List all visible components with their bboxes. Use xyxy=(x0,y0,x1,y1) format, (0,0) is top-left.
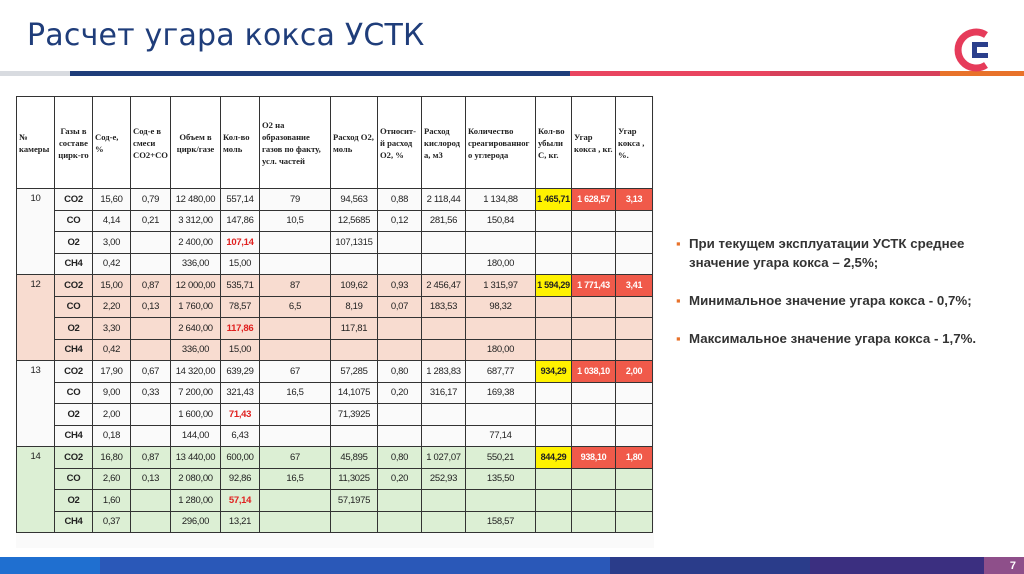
table-cell xyxy=(422,253,466,275)
table-cell: 57,1975 xyxy=(331,490,378,512)
table-cell: O2 xyxy=(55,490,93,512)
table-cell: 2 118,44 xyxy=(422,189,466,211)
table-cell xyxy=(422,425,466,447)
table-cell xyxy=(536,468,572,490)
table-cell: CO2 xyxy=(55,447,93,469)
table-cell: 1 038,10 xyxy=(572,361,616,383)
table-cell xyxy=(616,490,653,512)
table-cell xyxy=(572,468,616,490)
table-cell: 13,21 xyxy=(221,511,260,533)
table-cell: 78,57 xyxy=(221,296,260,318)
table-cell: 0,42 xyxy=(93,253,131,275)
table-cell: 0,13 xyxy=(131,468,171,490)
table-cell: 0,88 xyxy=(378,189,422,211)
table-cell: 0,80 xyxy=(378,447,422,469)
column-header: Расход O2, моль xyxy=(331,97,378,189)
table-row xyxy=(17,339,653,361)
table-cell: 17,90 xyxy=(93,361,131,383)
table-row xyxy=(17,404,653,426)
table-cell: 1 280,00 xyxy=(171,490,221,512)
table-cell: 3,41 xyxy=(616,275,653,297)
table-cell: CO2 xyxy=(55,189,93,211)
table-cell: 15,00 xyxy=(221,339,260,361)
table-cell xyxy=(331,253,378,275)
table-cell: 6,5 xyxy=(260,296,331,318)
bullet-item xyxy=(676,291,1024,310)
table-cell: 0,13 xyxy=(131,296,171,318)
table-cell xyxy=(260,511,331,533)
table-cell: 0,80 xyxy=(378,361,422,383)
table-cell xyxy=(131,318,171,340)
table-cell: 600,00 xyxy=(221,447,260,469)
table-cell: 135,50 xyxy=(466,468,536,490)
table-cell: 6,43 xyxy=(221,425,260,447)
bullet-text: Максимальное значение угара кокса - 1,7%. xyxy=(689,331,977,346)
column-header: Сод-е в смеси CO2+CO xyxy=(131,97,171,189)
table-cell: 71,3925 xyxy=(331,404,378,426)
table-cell xyxy=(131,511,171,533)
table-cell: O2 xyxy=(55,318,93,340)
table-cell xyxy=(536,511,572,533)
table-header-row xyxy=(17,97,653,189)
table-cell: 9,00 xyxy=(93,382,131,404)
table-cell: 79 xyxy=(260,189,331,211)
table-cell xyxy=(572,425,616,447)
table-cell xyxy=(422,490,466,512)
table-row xyxy=(17,296,653,318)
table-cell: 0,42 xyxy=(93,339,131,361)
table-cell xyxy=(572,404,616,426)
table-cell: 180,00 xyxy=(466,253,536,275)
table-cell: O2 xyxy=(55,232,93,254)
table-cell xyxy=(616,511,653,533)
table-cell: 1 771,43 xyxy=(572,275,616,297)
coke-burn-table xyxy=(16,96,654,548)
table-cell: 1 465,71 xyxy=(536,189,572,211)
table-cell xyxy=(260,232,331,254)
table-cell: 550,21 xyxy=(466,447,536,469)
table-cell: 0,93 xyxy=(378,275,422,297)
table-cell xyxy=(260,425,331,447)
table-cell: 13 440,00 xyxy=(171,447,221,469)
table-cell xyxy=(260,339,331,361)
table-row xyxy=(17,232,653,254)
table-cell: CH4 xyxy=(55,253,93,275)
table-row xyxy=(17,361,653,383)
table-cell: 938,10 xyxy=(572,447,616,469)
table-cell: 109,62 xyxy=(331,275,378,297)
table-cell: 16,5 xyxy=(260,468,331,490)
table-cell xyxy=(536,425,572,447)
table-cell: 16,80 xyxy=(93,447,131,469)
table-row xyxy=(17,468,653,490)
table-cell xyxy=(378,339,422,361)
table-cell: 557,14 xyxy=(221,189,260,211)
table-cell: 0,18 xyxy=(93,425,131,447)
table-cell: 2,00 xyxy=(616,361,653,383)
table-cell: 252,93 xyxy=(422,468,466,490)
table-cell xyxy=(378,253,422,275)
table-cell: CO xyxy=(55,210,93,232)
bullet-text: При текущем эксплуатации УСТК среднее значение угара кокса – 2,5%; xyxy=(689,236,965,270)
table-cell: 0,87 xyxy=(131,275,171,297)
table-cell: CH4 xyxy=(55,425,93,447)
table-cell xyxy=(131,339,171,361)
table-cell: CH4 xyxy=(55,339,93,361)
table-cell: 45,895 xyxy=(331,447,378,469)
table-cell xyxy=(536,210,572,232)
table-cell xyxy=(131,232,171,254)
table-cell: 844,29 xyxy=(536,447,572,469)
table-cell: 87 xyxy=(260,275,331,297)
table-cell: 158,57 xyxy=(466,511,536,533)
chamber-cell: 12 xyxy=(17,275,55,361)
table-cell: 10,5 xyxy=(260,210,331,232)
table-cell: 12 000,00 xyxy=(171,275,221,297)
table-cell xyxy=(572,511,616,533)
table-cell: CH4 xyxy=(55,511,93,533)
table-cell xyxy=(572,382,616,404)
bullet-item xyxy=(676,234,1024,272)
column-header: Газы в составе цирк-го xyxy=(55,97,93,189)
table-cell: 3,00 xyxy=(93,232,131,254)
table-cell: 934,29 xyxy=(536,361,572,383)
table-cell xyxy=(536,318,572,340)
table-cell: 8,19 xyxy=(331,296,378,318)
column-header: Угар кокса , %. xyxy=(616,97,653,189)
table-cell xyxy=(422,404,466,426)
table-cell: 321,43 xyxy=(221,382,260,404)
table-cell xyxy=(378,232,422,254)
chamber-cell: 13 xyxy=(17,361,55,447)
table-cell xyxy=(378,425,422,447)
table-cell xyxy=(536,253,572,275)
table-cell: 2 640,00 xyxy=(171,318,221,340)
table-cell: 1 600,00 xyxy=(171,404,221,426)
table-cell: 3 312,00 xyxy=(171,210,221,232)
table-cell: 16,5 xyxy=(260,382,331,404)
table-cell xyxy=(572,339,616,361)
table-cell: 2 400,00 xyxy=(171,232,221,254)
table-cell: 15,60 xyxy=(93,189,131,211)
table-cell xyxy=(131,425,171,447)
table-cell: 1 283,83 xyxy=(422,361,466,383)
table-cell: 1 315,97 xyxy=(466,275,536,297)
table-row xyxy=(17,210,653,232)
table-cell xyxy=(260,490,331,512)
table-cell xyxy=(466,318,536,340)
table-cell: 0,21 xyxy=(131,210,171,232)
table-cell xyxy=(331,339,378,361)
table-row xyxy=(17,189,653,211)
chamber-cell: 10 xyxy=(17,189,55,275)
table-cell xyxy=(616,468,653,490)
table-cell xyxy=(616,296,653,318)
table-cell xyxy=(422,318,466,340)
bullet-text: Минимальное значение угара кокса - 0,7%; xyxy=(689,293,972,308)
table-cell: 98,32 xyxy=(466,296,536,318)
table-cell: 2,20 xyxy=(93,296,131,318)
column-header: № камеры xyxy=(17,97,55,189)
table-cell xyxy=(260,318,331,340)
table-cell: 316,17 xyxy=(422,382,466,404)
table-cell: 3,30 xyxy=(93,318,131,340)
table-cell: 169,38 xyxy=(466,382,536,404)
table-cell: 687,77 xyxy=(466,361,536,383)
table-row xyxy=(17,447,653,469)
table-cell: 67 xyxy=(260,361,331,383)
column-header: Расход кислород а, м3 xyxy=(422,97,466,189)
table-cell: 117,81 xyxy=(331,318,378,340)
table-cell xyxy=(572,210,616,232)
table-cell xyxy=(572,232,616,254)
table-cell: 2,60 xyxy=(93,468,131,490)
table-cell xyxy=(131,404,171,426)
bullet-item xyxy=(676,329,1024,348)
table-cell xyxy=(422,232,466,254)
table-cell: 107,14 xyxy=(221,232,260,254)
table-cell xyxy=(378,511,422,533)
chamber-cell: 14 xyxy=(17,447,55,533)
table-row xyxy=(17,318,653,340)
table-cell: 0,20 xyxy=(378,382,422,404)
table-cell: 57,285 xyxy=(331,361,378,383)
table-cell: 150,84 xyxy=(466,210,536,232)
table-cell xyxy=(422,511,466,533)
table-cell: 15,00 xyxy=(93,275,131,297)
table-cell: 2 080,00 xyxy=(171,468,221,490)
table-cell: 7 200,00 xyxy=(171,382,221,404)
table-cell: 3,13 xyxy=(616,189,653,211)
bullet-marker-icon: ▪ xyxy=(676,331,681,346)
table-row xyxy=(17,490,653,512)
table-cell: 1 628,57 xyxy=(572,189,616,211)
table-cell xyxy=(536,490,572,512)
top-stripe xyxy=(0,71,1024,76)
bullet-marker-icon: ▪ xyxy=(676,293,681,308)
column-header: O2 на образование газов по факту, усл. частей xyxy=(260,97,331,189)
table-cell: 1 027,07 xyxy=(422,447,466,469)
table-cell xyxy=(422,339,466,361)
page-number: 7 xyxy=(984,557,1024,574)
table-cell: 14 320,00 xyxy=(171,361,221,383)
table-cell xyxy=(616,210,653,232)
bullet-marker-icon: ▪ xyxy=(676,236,681,251)
column-header: Сод-е, % xyxy=(93,97,131,189)
table-cell: 1,60 xyxy=(93,490,131,512)
column-header: Кол-во убыли С, кг. xyxy=(536,97,572,189)
table-cell: 144,00 xyxy=(171,425,221,447)
table-cell xyxy=(616,404,653,426)
table-cell: 535,71 xyxy=(221,275,260,297)
table-cell xyxy=(572,296,616,318)
data-table xyxy=(16,96,653,533)
table-cell xyxy=(536,404,572,426)
table-cell: O2 xyxy=(55,404,93,426)
table-cell: CO xyxy=(55,296,93,318)
table-cell: 0,07 xyxy=(378,296,422,318)
table-cell: 0,12 xyxy=(378,210,422,232)
table-cell: 2,00 xyxy=(93,404,131,426)
table-cell: CO xyxy=(55,468,93,490)
table-cell: 12 480,00 xyxy=(171,189,221,211)
table-cell xyxy=(572,253,616,275)
table-cell: 639,29 xyxy=(221,361,260,383)
table-cell: 147,86 xyxy=(221,210,260,232)
table-cell xyxy=(536,232,572,254)
table-cell xyxy=(536,339,572,361)
table-cell: 67 xyxy=(260,447,331,469)
table-row xyxy=(17,425,653,447)
column-header: Объем в цирк/газе xyxy=(171,97,221,189)
table-cell: 281,56 xyxy=(422,210,466,232)
table-cell: 4,14 xyxy=(93,210,131,232)
table-cell: 1 134,88 xyxy=(466,189,536,211)
table-cell xyxy=(616,382,653,404)
table-cell xyxy=(616,339,653,361)
table-cell: 336,00 xyxy=(171,253,221,275)
table-cell: 1,80 xyxy=(616,447,653,469)
table-row xyxy=(17,511,653,533)
table-cell xyxy=(466,490,536,512)
table-cell xyxy=(260,253,331,275)
table-cell xyxy=(616,318,653,340)
table-cell xyxy=(466,404,536,426)
table-cell: 57,14 xyxy=(221,490,260,512)
table-cell: 2 456,47 xyxy=(422,275,466,297)
table-cell: 336,00 xyxy=(171,339,221,361)
column-header: Угар кокса , кг. xyxy=(572,97,616,189)
bottom-stripe xyxy=(0,557,1024,574)
table-cell xyxy=(131,253,171,275)
table-cell: 77,14 xyxy=(466,425,536,447)
logo-icon xyxy=(950,26,998,74)
table-cell: 15,00 xyxy=(221,253,260,275)
table-cell xyxy=(378,318,422,340)
table-cell xyxy=(536,296,572,318)
column-header: Кол-во моль xyxy=(221,97,260,189)
table-cell xyxy=(616,253,653,275)
table-cell: 0,87 xyxy=(131,447,171,469)
table-cell: CO2 xyxy=(55,275,93,297)
table-cell: 180,00 xyxy=(466,339,536,361)
table-cell xyxy=(378,490,422,512)
table-cell xyxy=(466,232,536,254)
table-cell xyxy=(260,404,331,426)
table-cell: 183,53 xyxy=(422,296,466,318)
table-cell: 117,86 xyxy=(221,318,260,340)
table-row xyxy=(17,382,653,404)
table-cell: 0,37 xyxy=(93,511,131,533)
table-row xyxy=(17,275,653,297)
page-title: Расчет угара кокса УСТК xyxy=(27,18,425,53)
table-cell: 94,563 xyxy=(331,189,378,211)
table-cell: 107,1315 xyxy=(331,232,378,254)
table-cell: 0,67 xyxy=(131,361,171,383)
table-cell: 1 594,29 xyxy=(536,275,572,297)
table-cell xyxy=(572,490,616,512)
table-cell: 71,43 xyxy=(221,404,260,426)
table-row xyxy=(17,253,653,275)
column-header: Количество среагированног о углерода xyxy=(466,97,536,189)
table-cell xyxy=(616,232,653,254)
table-cell: 0,20 xyxy=(378,468,422,490)
table-cell: 296,00 xyxy=(171,511,221,533)
table-cell: CO2 xyxy=(55,361,93,383)
table-cell: CO xyxy=(55,382,93,404)
column-header: Относит-й расход O2, % xyxy=(378,97,422,189)
table-cell xyxy=(331,425,378,447)
table-cell: 14,1075 xyxy=(331,382,378,404)
summary-bullets xyxy=(676,234,1024,367)
table-cell xyxy=(131,490,171,512)
table-cell xyxy=(616,425,653,447)
table-cell: 12,5685 xyxy=(331,210,378,232)
table-cell xyxy=(536,382,572,404)
table-cell: 1 760,00 xyxy=(171,296,221,318)
table-cell: 92,86 xyxy=(221,468,260,490)
table-cell xyxy=(331,511,378,533)
table-cell: 0,79 xyxy=(131,189,171,211)
table-cell: 11,3025 xyxy=(331,468,378,490)
table-cell xyxy=(378,404,422,426)
table-cell xyxy=(572,318,616,340)
table-cell: 0,33 xyxy=(131,382,171,404)
